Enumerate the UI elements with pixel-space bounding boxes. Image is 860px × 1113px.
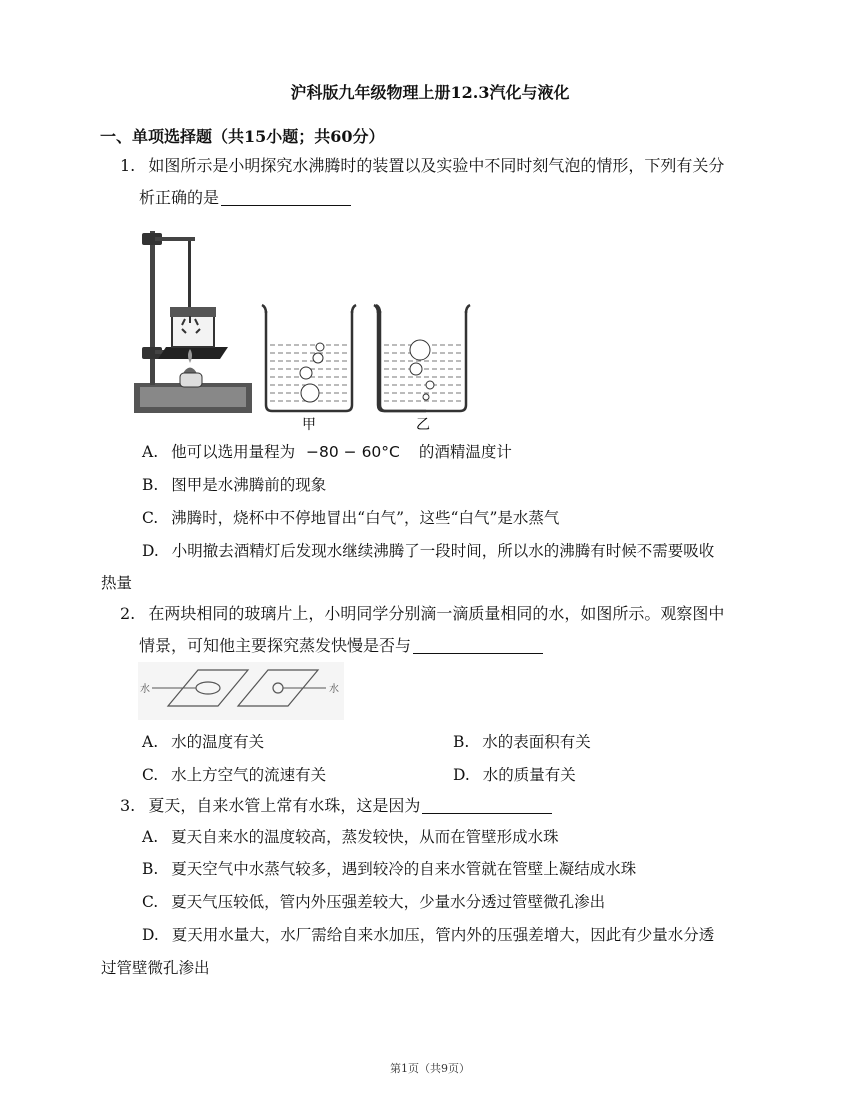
option-text: 夏天空气中水蒸气较多，遇到较冷的自来水管就在管壁上凝结成水珠: [171, 860, 637, 878]
option-text: 水上方空气的流速有关: [171, 766, 327, 784]
option-b[interactable]: [142, 473, 326, 495]
water-label-left: 水: [140, 684, 150, 695]
option-text: 夏天用水量大，水厂需给自来水加压，管内外的压强差增大，因此有少量水分透: [171, 926, 715, 944]
option-d[interactable]: [453, 763, 576, 785]
option-d[interactable]: [142, 923, 714, 945]
option-d[interactable]: [142, 539, 714, 561]
page-footer: 第1页（共9页）: [390, 1062, 470, 1075]
option-letter: A.: [142, 828, 159, 846]
label-jia: 甲: [302, 417, 316, 433]
option-letter: C.: [142, 509, 159, 527]
option-d-continuation: 热量: [101, 574, 133, 592]
option-letter: B.: [453, 733, 470, 751]
question-stem: 析正确的是: [139, 188, 220, 207]
option-d-continuation: 过管壁微孔渗出: [101, 959, 210, 977]
option-text: 小明撤去酒精灯后发现水继续沸腾了一段时间，所以水的沸腾有时候不需要吸收: [171, 542, 715, 560]
question-3-line1: [120, 797, 552, 814]
answer-blank[interactable]: [413, 637, 543, 654]
option-text: 水的表面积有关: [482, 733, 591, 751]
glass-plates-figure: [138, 662, 344, 720]
option-letter: C.: [142, 893, 159, 911]
option-text: 图甲是水沸腾前的现象: [171, 476, 327, 494]
option-letter: D.: [142, 542, 159, 560]
label-yi: 乙: [416, 417, 430, 433]
option-letter: B.: [142, 476, 159, 494]
option-a[interactable]: [142, 825, 559, 847]
wire-gauze: [158, 347, 228, 359]
water-label-right: 水: [329, 684, 339, 695]
option-b[interactable]: [453, 730, 591, 752]
question-1-line2: [139, 189, 351, 206]
beaker-yi-figure: [370, 225, 480, 435]
option-letter: A.: [142, 733, 159, 751]
question-number: 3.: [120, 796, 136, 815]
option-letter: B.: [142, 860, 159, 878]
answer-blank[interactable]: [221, 189, 351, 206]
option-letter: C.: [142, 766, 159, 784]
beaker-jia: [262, 305, 356, 411]
question-1-line1: [120, 158, 724, 174]
option-text: 水的质量有关: [482, 766, 576, 784]
question-number: 1.: [120, 156, 136, 175]
option-c[interactable]: [142, 763, 326, 785]
option-text: 的酒精温度计: [418, 443, 512, 461]
question-stem: 情景，可知他主要探究蒸发快慢是否与: [139, 636, 412, 655]
option-text: 夏天气压较低，管内外压强差较大，少量水分透过管壁微孔渗出: [171, 893, 606, 911]
option-b[interactable]: [142, 857, 636, 879]
option-letter: D.: [453, 766, 470, 784]
option-text: 他可以选用量程为: [171, 443, 296, 461]
question-2-line1: [120, 606, 724, 622]
option-c[interactable]: [142, 506, 559, 528]
option-formula: −80 − 60°C: [306, 443, 400, 461]
option-a[interactable]: [142, 440, 512, 462]
option-letter: D.: [142, 926, 159, 944]
question-stem: 如图所示是小明探究水沸腾时的装置以及实验中不同时刻气泡的情形，下列有关分: [148, 156, 725, 175]
option-a[interactable]: [142, 730, 264, 752]
option-text: 夏天自来水的温度较高，蒸发较快，从而在管壁形成水珠: [171, 828, 559, 846]
option-text: 沸腾时，烧杯中不停地冒出“白气”，这些“白气”是水蒸气: [171, 509, 560, 527]
section-heading: 一、单项选择题（共15小题；共60分）: [100, 127, 385, 146]
option-c[interactable]: [142, 890, 605, 912]
question-number: 2.: [120, 604, 136, 623]
question-2-line2: [139, 637, 543, 654]
document-title: 沪科版九年级物理上册12.3汽化与液化: [290, 83, 570, 102]
question-stem: 夏天，自来水管上常有水珠，这是因为: [148, 796, 421, 815]
option-text: 水的温度有关: [171, 733, 265, 751]
question-stem: 在两块相同的玻璃片上，小明同学分别滴一滴质量相同的水，如图所示。观察图中: [148, 604, 725, 623]
answer-blank[interactable]: [422, 797, 552, 814]
option-letter: A.: [142, 443, 159, 461]
stand-rod: [150, 231, 155, 385]
